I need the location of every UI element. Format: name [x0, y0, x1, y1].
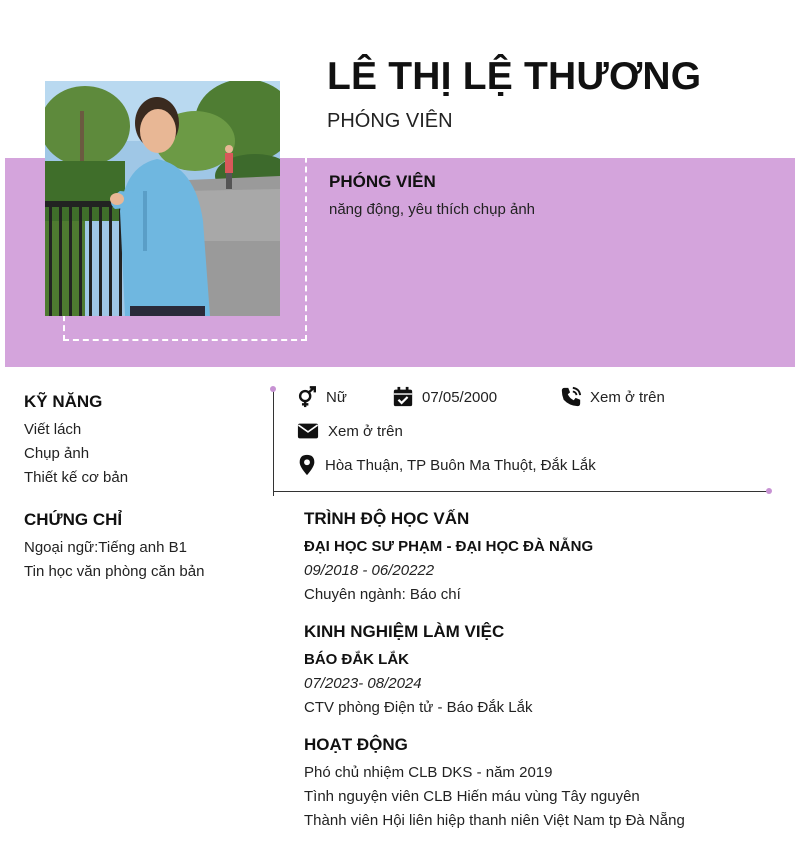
certificate-item: Ngoại ngữ:Tiếng anh B1	[24, 539, 187, 556]
skill-item: Thiết kế cơ bản	[24, 469, 129, 486]
education-major: Chuyên ngành: Báo chí	[304, 586, 461, 603]
profile-photo	[45, 81, 280, 316]
envelope-icon	[296, 420, 320, 442]
address-info	[296, 454, 596, 476]
phone-icon	[560, 386, 582, 408]
gender-icon	[296, 386, 318, 408]
horizontal-divider	[273, 491, 769, 492]
objective-text: năng động, yêu thích chụp ảnh	[329, 201, 536, 218]
certificate-item: Tin học văn phòng căn bản	[24, 563, 205, 580]
education-title: TRÌNH ĐỘ HỌC VẤN	[304, 509, 470, 528]
activity-item: Tình nguyện viên CLB Hiến máu vùng Tây nguyên	[304, 788, 640, 805]
skill-item: Viết lách	[24, 421, 82, 438]
experience-company: BÁO ĐẮK LẮK	[304, 651, 409, 668]
activity-item: Thành viên Hội liên hiệp thanh niên Việt Nam tp Đà Nẵng	[304, 812, 685, 829]
location-pin-icon	[296, 454, 318, 476]
experience-role: CTV phòng Điện tử - Báo Đắk Lắk	[304, 699, 533, 716]
divider-dot-top	[270, 386, 276, 392]
email-info	[296, 420, 403, 442]
birthday-value: 07/05/2000	[422, 388, 498, 406]
experience-title: KINH NGHIỆM LÀM VIỆC	[304, 622, 505, 641]
experience-period: 07/2023- 08/2024	[304, 675, 422, 692]
gender-value: Nữ	[326, 388, 347, 406]
objective-title: PHÓNG VIÊN	[329, 172, 436, 191]
skill-item: Chụp ảnh	[24, 445, 90, 462]
birthday-info	[392, 386, 497, 408]
phone-info	[560, 386, 665, 408]
email-value: Xem ở trên	[328, 422, 403, 440]
divider-dot-right	[766, 488, 772, 494]
gender-info	[296, 386, 347, 408]
vertical-divider	[273, 389, 274, 496]
address-value: Hòa Thuận, TP Buôn Ma Thuột, Đắk Lắk	[325, 456, 596, 474]
certificates-title: CHỨNG CHỈ	[24, 510, 123, 529]
skills-title: KỸ NĂNG	[24, 392, 103, 411]
phone-value: Xem ở trên	[590, 388, 665, 406]
calendar-icon	[392, 386, 414, 408]
candidate-name: LÊ THỊ LỆ THƯƠNG	[327, 55, 702, 98]
job-title: PHÓNG VIÊN	[327, 110, 453, 132]
education-period: 09/2018 - 06/20222	[304, 562, 435, 579]
activities-title: HOẠT ĐỘNG	[304, 735, 408, 754]
education-school: ĐẠI HỌC SƯ PHẠM - ĐẠI HỌC ĐÀ NẴNG	[304, 538, 594, 555]
activity-item: Phó chủ nhiệm CLB DKS - năm 2019	[304, 764, 553, 781]
